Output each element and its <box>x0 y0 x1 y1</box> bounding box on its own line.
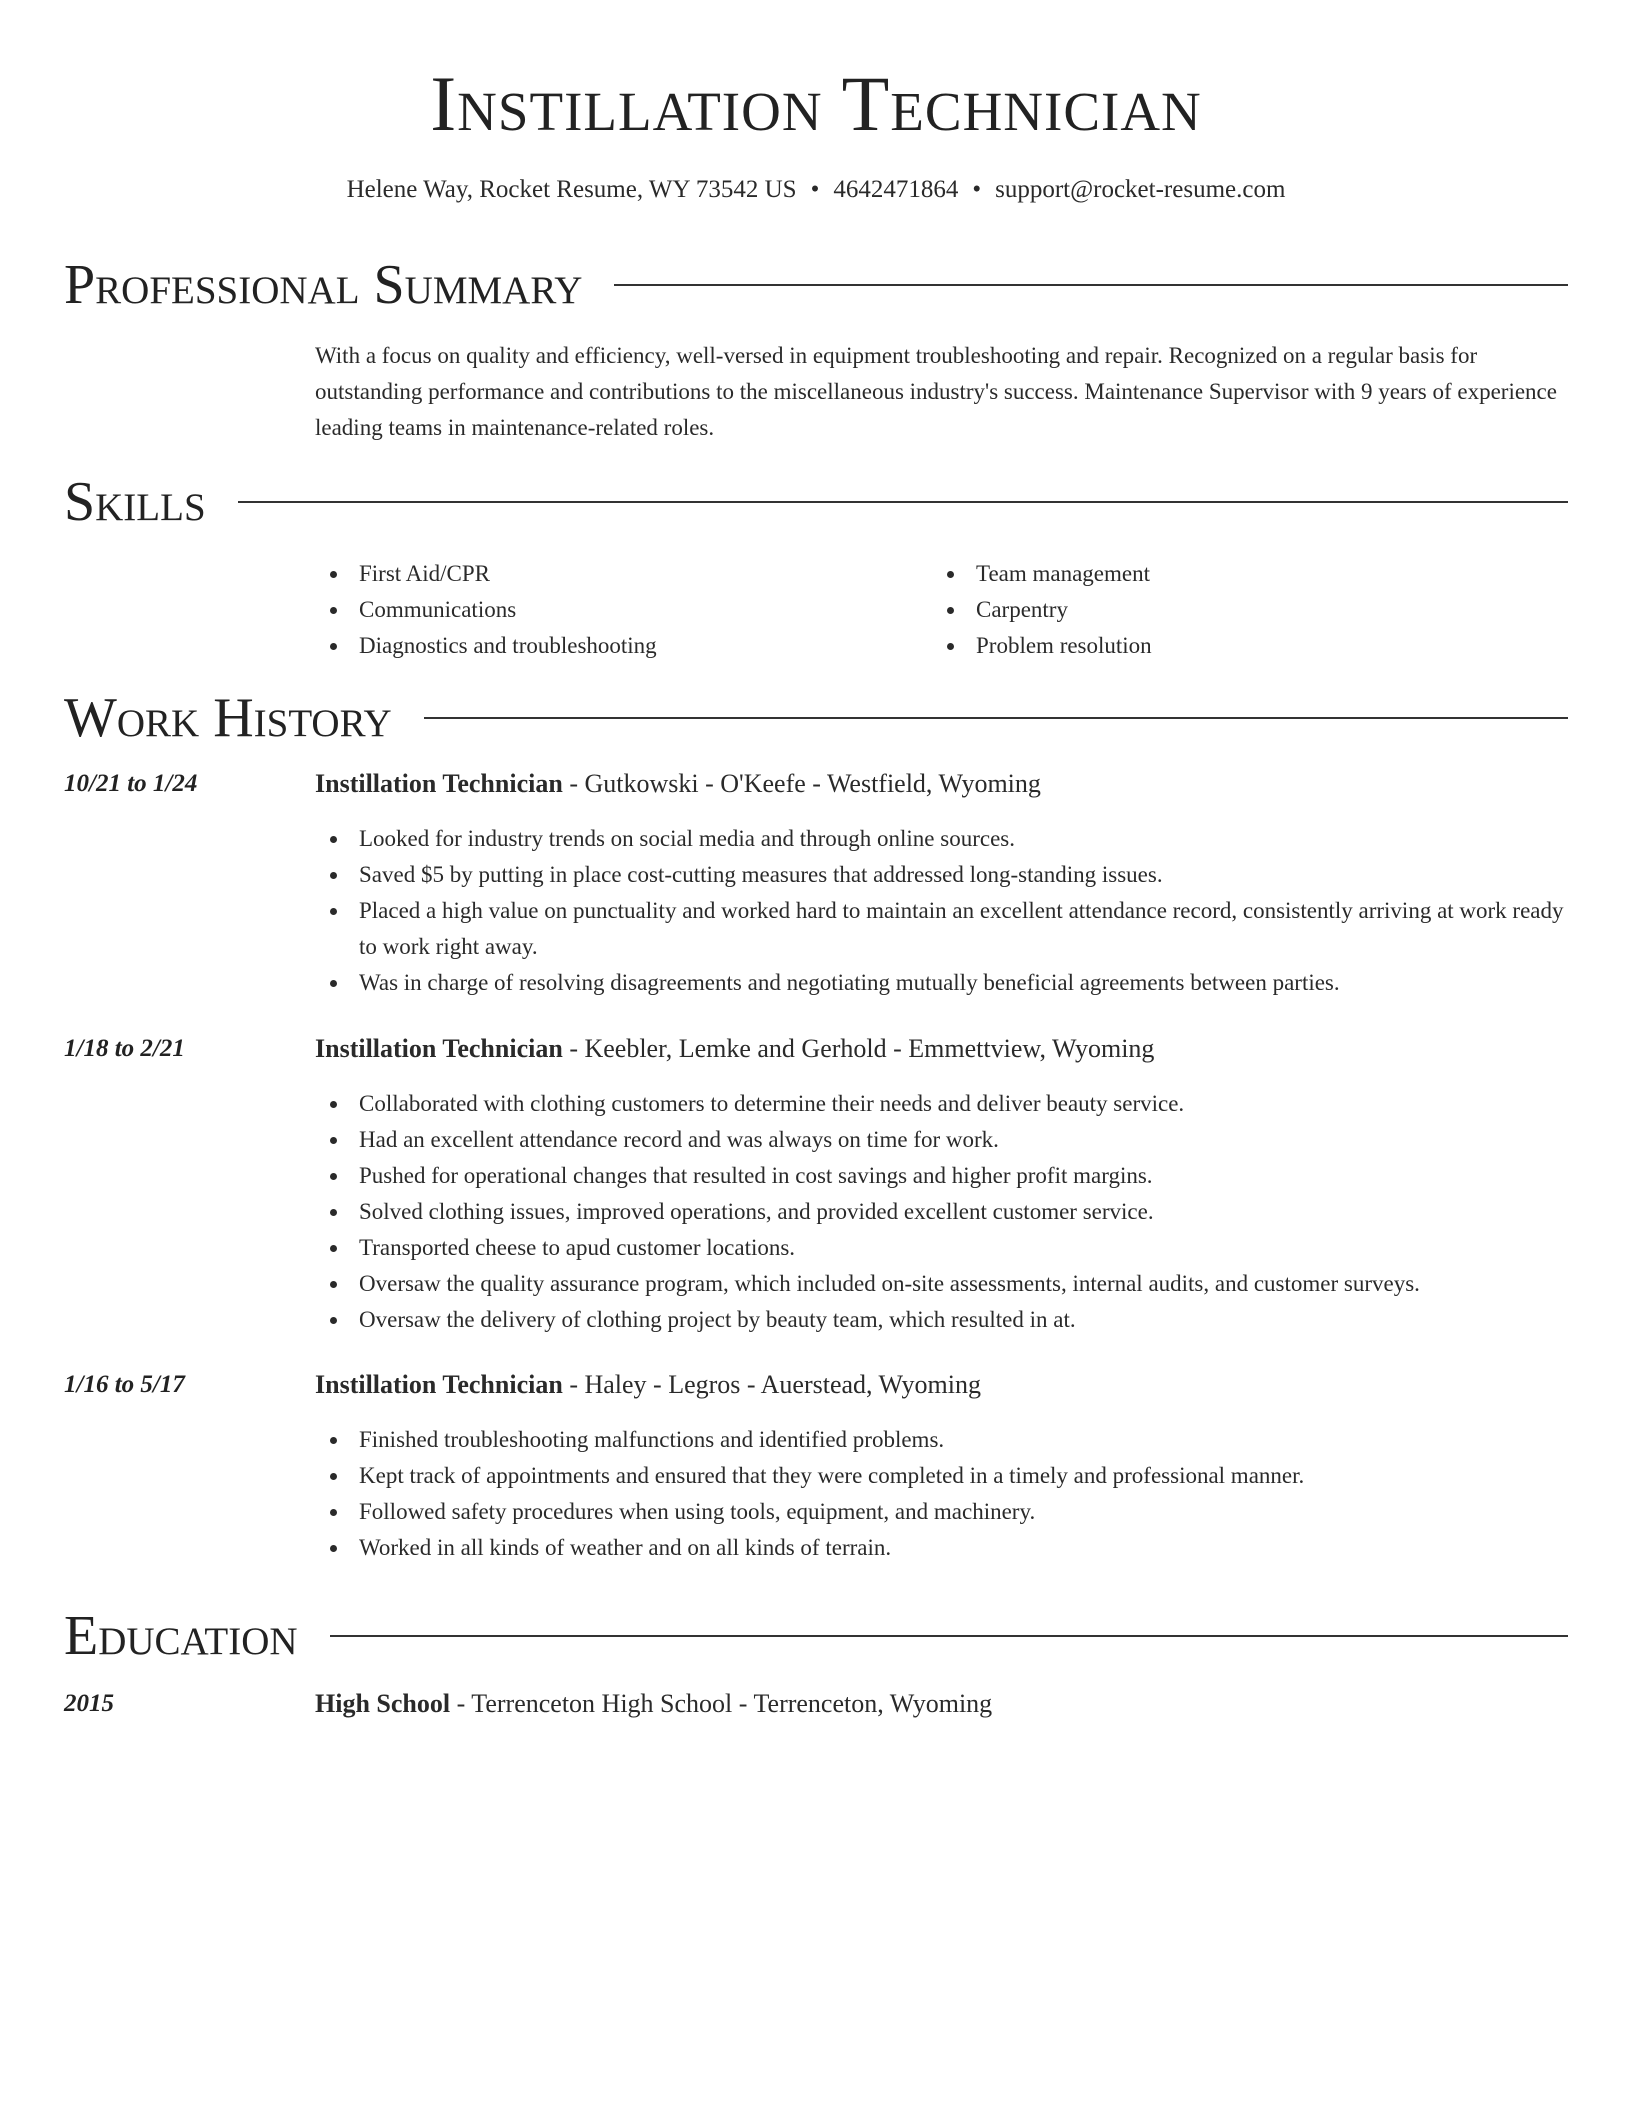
section-divider <box>424 717 1568 719</box>
bullet-icon <box>330 1473 337 1480</box>
list-item <box>315 1458 1568 1494</box>
bullet-icon <box>947 571 954 578</box>
section-title-education: Education <box>64 1605 298 1667</box>
education-header <box>315 1687 1568 1721</box>
list-item <box>315 1422 1568 1458</box>
job-role: Instillation Technician <box>315 769 563 798</box>
bullet-text: Pushed for operational changes that resulted in cost savings and higher profit margins. <box>359 1163 1153 1188</box>
section-header-skills <box>64 470 1568 534</box>
list-item <box>315 857 1568 893</box>
bullet-text: Had an excellent attendance record and was always on time for work. <box>359 1127 999 1152</box>
job-details: - Haley - Legros - Auerstead, Wyoming <box>562 1370 981 1399</box>
bullet-icon <box>330 908 337 915</box>
bullet-text: Oversaw the quality assurance program, which included on-site assessments, internal audits, and customer surveys. <box>359 1271 1420 1296</box>
bullet-text: Solved clothing issues, improved operations, and provided excellent customer service. <box>359 1199 1154 1224</box>
bullet-icon <box>330 571 337 578</box>
list-item <box>315 965 1568 1001</box>
job-header <box>315 1368 1568 1402</box>
skill-item <box>315 556 915 592</box>
job-dates: 10/21 to 1/24 <box>64 770 198 797</box>
list-item <box>315 821 1568 857</box>
bullet-text: Looked for industry trends on social media and through online sources. <box>359 826 1015 851</box>
skill-text: Carpentry <box>976 597 1068 622</box>
bullet-text: Was in charge of resolving disagreements and negotiating mutually beneficial agreements between parties. <box>359 970 1340 995</box>
skill-text: Problem resolution <box>976 633 1152 658</box>
section-divider <box>614 284 1568 286</box>
skill-item <box>932 592 1532 628</box>
list-item <box>315 1266 1568 1302</box>
bullet-icon <box>947 643 954 650</box>
skills-list-right <box>932 556 1532 664</box>
bullet-icon <box>330 1245 337 1252</box>
list-item <box>315 893 1568 965</box>
contact-separator: • <box>972 176 982 203</box>
bullet-icon <box>330 1317 337 1324</box>
contact-line <box>0 174 1632 206</box>
job-details: - Keebler, Lemke and Gerhold - Emmettview, Wyoming <box>562 1034 1155 1063</box>
contact-separator: • <box>810 176 820 203</box>
list-item <box>315 1494 1568 1530</box>
bullet-text: Finished troubleshooting malfunctions and identified problems. <box>359 1427 945 1452</box>
bullet-text: Kept track of appointments and ensured that they were completed in a timely and professional manner. <box>359 1463 1305 1488</box>
section-header-summary <box>64 253 1568 317</box>
education-details: - Terrenceton High School - Terrenceton, Wyoming <box>450 1689 993 1718</box>
skill-text: Team management <box>976 561 1151 586</box>
bullet-icon <box>330 1137 337 1144</box>
job-header <box>315 767 1568 801</box>
job-dates: 1/16 to 5/17 <box>64 1371 185 1398</box>
section-title-work-history: Work History <box>64 687 392 749</box>
contact-address: Helene Way, Rocket Resume, WY 73542 US <box>346 176 797 203</box>
section-title-summary: Professional Summary <box>64 254 583 316</box>
resume-title: Instillation Technician <box>430 60 1202 147</box>
list-item <box>315 1122 1568 1158</box>
contact-email: support@rocket-resume.com <box>995 176 1286 203</box>
list-item <box>315 1530 1568 1566</box>
bullet-icon <box>330 980 337 987</box>
job-header <box>315 1032 1568 1066</box>
summary-text: With a focus on quality and efficiency, well-versed in equipment troubleshooting and repair. Recognized on a regular basis for outstanding performance and contributions to the miscellaneous industry's success. Maintenance Supervisor with 9 years of experience leading teams in maintenance-related roles. <box>315 343 1557 440</box>
bullet-text: Oversaw the delivery of clothing project by beauty team, which resulted in at. <box>359 1307 1076 1332</box>
list-item <box>315 1086 1568 1122</box>
section-divider <box>238 501 1568 503</box>
job-role: Instillation Technician <box>315 1034 563 1063</box>
bullet-icon <box>330 1545 337 1552</box>
list-item <box>315 1194 1568 1230</box>
list-item <box>315 1158 1568 1194</box>
bullet-icon <box>330 607 337 614</box>
job-role: Instillation Technician <box>315 1370 563 1399</box>
list-item <box>315 1302 1568 1338</box>
job-bullets <box>315 1422 1568 1566</box>
skill-item <box>932 556 1532 592</box>
bullet-text: Placed a high value on punctuality and worked hard to maintain an excellent attendance record, consistently arriving at work ready to work right away. <box>359 898 1564 959</box>
bullet-icon <box>947 607 954 614</box>
bullet-icon <box>330 1509 337 1516</box>
bullet-icon <box>330 643 337 650</box>
bullet-icon <box>330 1437 337 1444</box>
skill-text: Communications <box>359 597 517 622</box>
skills-list-left <box>315 556 915 664</box>
skill-item <box>932 628 1532 664</box>
education-year: 2015 <box>64 1690 114 1717</box>
section-header-education <box>64 1604 1568 1668</box>
bullet-icon <box>330 1173 337 1180</box>
bullet-icon <box>330 1101 337 1108</box>
skill-text: Diagnostics and troubleshooting <box>359 633 657 658</box>
bullet-text: Collaborated with clothing customers to determine their needs and deliver beauty service. <box>359 1091 1185 1116</box>
bullet-icon <box>330 1281 337 1288</box>
bullet-icon <box>330 1209 337 1216</box>
contact-phone: 4642471864 <box>833 176 959 203</box>
skill-text: First Aid/CPR <box>359 561 491 586</box>
bullet-text: Followed safety procedures when using tools, equipment, and machinery. <box>359 1499 1036 1524</box>
job-details: - Gutkowski - O'Keefe - Westfield, Wyoming <box>562 769 1041 798</box>
skill-item <box>315 592 915 628</box>
job-bullets <box>315 1086 1568 1338</box>
bullet-icon <box>330 872 337 879</box>
section-title-skills: Skills <box>64 471 206 533</box>
bullet-icon <box>330 836 337 843</box>
education-degree: High School <box>315 1689 451 1718</box>
bullet-text: Worked in all kinds of weather and on all kinds of terrain. <box>359 1535 892 1560</box>
job-dates: 1/18 to 2/21 <box>64 1035 185 1062</box>
bullet-text: Saved $5 by putting in place cost-cutting measures that addressed long-standing issues. <box>359 862 1163 887</box>
bullet-text: Transported cheese to apud customer locations. <box>359 1235 796 1260</box>
skill-item <box>315 628 915 664</box>
list-item <box>315 1230 1568 1266</box>
job-bullets <box>315 821 1568 1001</box>
section-divider <box>330 1635 1568 1637</box>
section-header-work-history <box>64 686 1568 750</box>
